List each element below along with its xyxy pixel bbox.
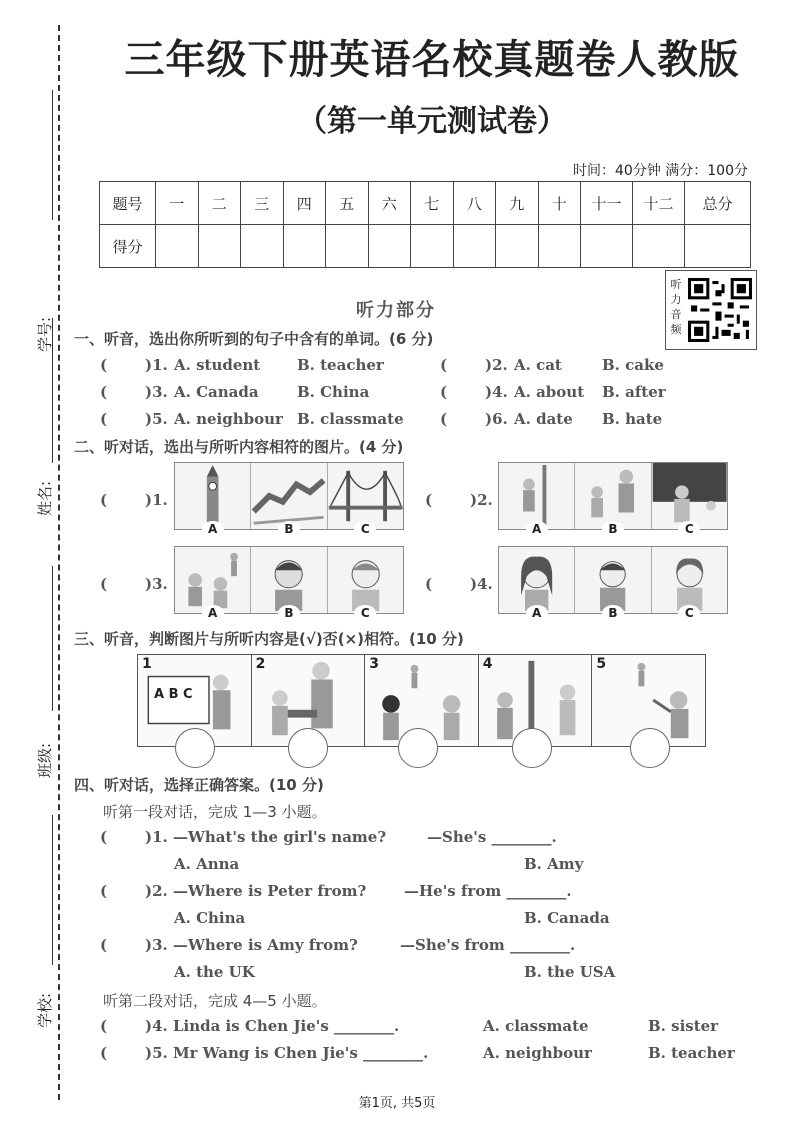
option-letter: B [278,521,300,537]
classroom-blackboard-icon [652,463,727,529]
qr-label: 听力音频 [670,278,682,336]
s1-q1-num: )1. [145,356,168,374]
golden-gate-bridge-icon [328,463,403,529]
girl-portrait-icon [652,547,727,613]
s1-q5-paren[interactable]: ( [100,410,108,428]
score-cell[interactable] [241,225,284,268]
dialogue1-intro: 听第一段对话，完成 1—3 小题。 [103,803,327,821]
score-cell[interactable] [411,225,454,268]
s4-q1-question: )1. —What's the girl's name? [145,828,387,846]
girl-portrait-icon [499,547,574,613]
s1-q3-paren[interactable]: ( [100,383,108,401]
s4-q1-option-b: B. Amy [524,855,584,873]
s4-q5-option-a: A. neighbour [483,1044,592,1062]
boy-portrait-icon [251,547,326,613]
score-value-row [100,225,751,268]
score-col: 三 [241,182,284,225]
score-cell[interactable] [156,225,199,268]
s4-q5-paren[interactable]: ( [100,1044,108,1062]
s2-q2-pictures [498,462,728,536]
s2-q3-num: )3. [145,575,168,593]
option-letter: B [278,605,300,621]
score-col: 一 [156,182,199,225]
score-cell[interactable] [198,225,241,268]
s1-q6-option-b: B. hate [602,410,663,428]
train-wheel [398,728,438,768]
s4-q1-answer-blank: —She's ________. [427,828,557,846]
great-wall-icon [251,463,326,529]
s1-q3-option-a: A. Canada [174,383,259,401]
student-id-line[interactable] [52,90,53,220]
option-letter: B [602,521,624,537]
option-letter: C [354,521,376,537]
s1-q6-num: )6. [485,410,508,428]
score-cell[interactable] [326,225,369,268]
dialogue2-intro: 听第二段对话，完成 4—5 小题。 [103,992,327,1010]
school-label: 学校: [36,992,54,1028]
score-col: 十 [538,182,581,225]
s2-q3-option-b-image[interactable] [251,547,327,620]
s4-q5-question: )5. Mr Wang is Chen Jie's ________. [145,1044,429,1062]
score-cell[interactable] [538,225,581,268]
s4-q1-paren[interactable]: ( [100,828,108,846]
s1-q4-num: )4. [485,383,508,401]
score-col: 九 [496,182,539,225]
option-letter: A [526,605,548,621]
s4-q4-option-b: B. sister [648,1017,719,1035]
s2-q4-num: )4. [470,575,493,593]
page-footer: 第1页, 共5页 [358,1096,436,1111]
s2-q1-option-b-image[interactable] [251,463,327,536]
score-col: 六 [368,182,411,225]
s1-q5-option-a: A. neighbour [174,410,283,428]
s2-q3-paren[interactable]: ( [100,575,108,593]
option-letter: C [678,521,700,537]
s1-q5-option-b: B. classmate [297,410,404,428]
s2-q1-paren[interactable]: ( [100,491,108,509]
s1-q6-option-a: A. date [514,410,573,428]
s1-q4-option-a: A. about [514,383,585,401]
train-wheel [175,728,215,768]
s4-q3-option-b: B. the USA [524,963,616,981]
s2-q2-option-c-image[interactable] [652,463,727,536]
s1-q4-option-b: B. after [602,383,666,401]
class-label: 班级: [36,742,54,778]
cut-line [58,25,60,1100]
option-letter: A [202,521,224,537]
s1-q4-paren[interactable]: ( [440,383,448,401]
score-col: 二 [198,182,241,225]
section3-heading: 三、听音，判断图片与所听内容是(√)否(×)相符。(10 分) [74,630,464,648]
two-children-icon [175,547,250,613]
option-letter: C [678,605,700,621]
score-header-label: 题号 [100,182,156,225]
s1-q2-paren[interactable]: ( [440,356,448,374]
score-col: 七 [411,182,454,225]
score-col: 四 [283,182,326,225]
s2-q4-option-b-image[interactable] [575,547,651,620]
picture-number: 2 [255,656,266,672]
s2-q3-pictures [174,546,404,620]
score-cell[interactable] [453,225,496,268]
s2-q1-option-c-image[interactable] [328,463,403,536]
boy-portrait-icon [328,547,403,613]
s1-q6-paren[interactable]: ( [440,410,448,428]
s2-q1-option-a-image[interactable] [175,463,251,536]
score-header-row [100,182,751,225]
s4-q2-answer-blank: —He's from ________. [404,882,572,900]
s4-q1-option-a: A. Anna [174,855,240,873]
s4-q2-question: )2. —Where is Peter from? [145,882,367,900]
picture-number: 4 [482,656,493,672]
s1-q2-option-b: B. cake [602,356,664,374]
s4-q2-paren[interactable]: ( [100,882,108,900]
s4-q2-option-b: B. Canada [524,909,610,927]
score-col-total: 总分 [685,182,751,225]
s1-q1-option-b: B. teacher [297,356,384,374]
score-cell[interactable] [283,225,326,268]
section2-heading: 二、听对话，选出与所听内容相符的图片。(4 分) [74,438,404,456]
s4-q3-option-a: A. the UK [174,963,255,981]
s4-q2-option-a: A. China [174,909,246,927]
s1-q5-num: )5. [145,410,168,428]
score-cell[interactable] [368,225,411,268]
page-title: 三年级下册英语名校真题卷人教版 [124,37,740,83]
score-col: 十二 [633,182,685,225]
s2-q2-option-a-image[interactable] [499,463,575,536]
score-table [99,181,751,268]
option-letter: A [526,521,548,537]
people-at-door-icon [499,463,574,529]
section4-heading: 四、听对话，选择正确答案。(10 分) [74,776,324,794]
s2-q1-pictures [174,462,404,536]
s2-q2-num: )2. [470,491,493,509]
option-letter: B [602,605,624,621]
qr-code-box[interactable] [665,270,757,350]
s1-q1-option-a: A. student [174,356,261,374]
page-subtitle: （第一单元测试卷） [297,104,567,139]
time-info: 时间：40分钟 满分：100分 [573,163,748,179]
score-col: 十一 [581,182,633,225]
name-label: 姓名: [36,480,54,516]
s2-q3-option-c-image[interactable] [328,547,403,620]
option-letter: A [202,605,224,621]
train-wheel [512,728,552,768]
s1-q3-option-b: B. China [297,383,370,401]
s1-q2-option-a: A. cat [514,356,562,374]
s2-q4-option-a-image[interactable] [499,547,575,620]
s4-q3-paren[interactable]: ( [100,936,108,954]
s4-q4-question: )4. Linda is Chen Jie's ________. [145,1017,400,1035]
score-cell[interactable] [633,225,685,268]
boy-portrait-icon [575,547,650,613]
s2-q1-num: )1. [145,491,168,509]
s2-q4-pictures [498,546,728,620]
big-ben-icon [175,463,250,529]
s4-q4-option-a: A. classmate [483,1017,589,1035]
s1-q3-num: )3. [145,383,168,401]
score-cell[interactable] [581,225,633,268]
s2-q3-option-a-image[interactable] [175,547,251,620]
train-wheel [288,728,328,768]
train-wheel [630,728,670,768]
student-id-label: 学号: [36,316,54,352]
picture-number: 1 [142,656,152,672]
name-line[interactable] [52,318,53,463]
s2-q4-paren[interactable]: ( [425,575,433,593]
section1-heading: 一、听音，选出你所听到的句子中含有的单词。(6 分) [74,330,434,348]
s2-q2-paren[interactable]: ( [425,491,433,509]
school-line[interactable] [52,815,53,965]
s1-q2-num: )2. [485,356,508,374]
picture-number: 3 [369,656,379,672]
score-cell-total[interactable] [685,225,751,268]
listening-part-title: 听力部分 [356,300,436,321]
picture-number: 5 [596,656,607,672]
s4-q5-option-b: B. teacher [648,1044,735,1062]
score-col: 八 [453,182,496,225]
score-row-label: 得分 [100,225,156,268]
blackboard-text: A B C [154,687,193,702]
score-col: 五 [326,182,369,225]
score-cell[interactable] [496,225,539,268]
qr-code-icon [688,277,752,343]
s2-q2-option-b-image[interactable] [575,463,651,536]
s1-q1-paren[interactable]: ( [100,356,108,374]
option-letter: C [354,605,376,621]
teacher-and-student-icon [575,463,650,529]
s4-q3-question: )3. —Where is Amy from? [145,936,358,954]
class-line[interactable] [52,566,53,711]
s2-q4-option-c-image[interactable] [652,547,727,620]
s4-q4-paren[interactable]: ( [100,1017,108,1035]
binding-margin [0,0,70,1123]
s4-q3-answer-blank: —She's from ________. [400,936,576,954]
